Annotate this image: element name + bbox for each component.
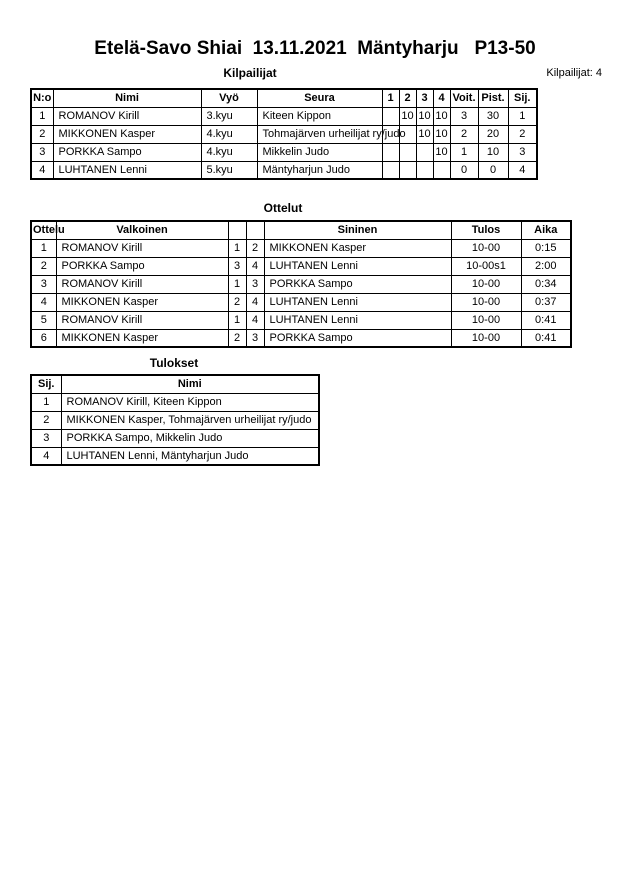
col-header-r3: 3 <box>416 89 433 107</box>
match-no: 1 <box>31 239 56 257</box>
competitor-place: 4 <box>508 161 537 179</box>
match-white-no: 2 <box>228 293 246 311</box>
competitor-belt: 3.kyu <box>201 107 257 125</box>
match-blue-no: 2 <box>246 239 264 257</box>
result-row <box>31 411 319 429</box>
col-header-wins: Voit. <box>450 89 478 107</box>
match-blue-no: 3 <box>246 275 264 293</box>
match-row <box>31 275 571 293</box>
col-header-white-no <box>228 221 246 239</box>
competitor-place: 2 <box>508 125 537 143</box>
match-blue-no: 4 <box>246 311 264 329</box>
match-result: 10-00 <box>451 311 521 329</box>
match-result: 10-00s1 <box>451 257 521 275</box>
result-name: PORKKA Sampo, Mikkelin Judo <box>61 429 319 447</box>
col-header-name: Nimi <box>61 375 319 393</box>
competitor-points: 0 <box>478 161 508 179</box>
match-blue-no: 4 <box>246 257 264 275</box>
col-header-r2: 2 <box>399 89 416 107</box>
match-time: 0:34 <box>521 275 571 293</box>
result-row <box>31 447 319 465</box>
competitor-wins: 1 <box>450 143 478 161</box>
matches-section-title: Ottelut <box>263 201 303 215</box>
competitor-no: 1 <box>31 107 53 125</box>
competitor-r3: 10 <box>416 125 433 143</box>
match-result: 10-00 <box>451 239 521 257</box>
col-header-result: Tulos <box>451 221 521 239</box>
competitor-r4: 10 <box>433 143 450 161</box>
result-name: ROMANOV Kirill, Kiteen Kippon <box>61 393 319 411</box>
match-result: 10-00 <box>451 275 521 293</box>
competitor-r3: 10 <box>416 107 433 125</box>
match-time: 0:41 <box>521 311 571 329</box>
competitor-no: 3 <box>31 143 53 161</box>
match-white-no: 2 <box>228 329 246 347</box>
competitor-club: Kiteen Kippon <box>257 107 382 125</box>
competitor-points: 30 <box>478 107 508 125</box>
competitor-club: Tohmajärven urheilijat ry/judo <box>257 125 382 143</box>
col-header-club: Seura <box>257 89 382 107</box>
col-header-r4: 4 <box>433 89 450 107</box>
match-white-no: 1 <box>228 311 246 329</box>
result-place: 2 <box>31 411 61 429</box>
competitor-r4: 10 <box>433 125 450 143</box>
result-name: LUHTANEN Lenni, Mäntyharjun Judo <box>61 447 319 465</box>
match-blue-no: 4 <box>246 293 264 311</box>
competitor-place: 1 <box>508 107 537 125</box>
competitor-place: 3 <box>508 143 537 161</box>
competitor-belt: 4.kyu <box>201 125 257 143</box>
match-result: 10-00 <box>451 293 521 311</box>
match-white: ROMANOV Kirill <box>56 311 228 329</box>
match-time: 0:37 <box>521 293 571 311</box>
col-header-match: Ottelu <box>31 221 56 239</box>
result-name: MIKKONEN Kasper, Tohmajärven urheilijat ry/judo <box>61 411 319 429</box>
competitor-r2: 10 <box>399 107 416 125</box>
competitors-section-title: Kilpailijat <box>223 66 277 80</box>
competitor-r1 <box>382 161 399 179</box>
match-white-no: 1 <box>228 275 246 293</box>
match-no: 3 <box>31 275 56 293</box>
competitor-no: 4 <box>31 161 53 179</box>
match-no: 6 <box>31 329 56 347</box>
competitor-points: 20 <box>478 125 508 143</box>
result-place: 4 <box>31 447 61 465</box>
competitor-wins: 0 <box>450 161 478 179</box>
competitor-r1 <box>382 107 399 125</box>
result-row <box>31 429 319 447</box>
match-blue: LUHTANEN Lenni <box>264 293 451 311</box>
match-result: 10-00 <box>451 329 521 347</box>
result-row <box>31 393 319 411</box>
competitor-row <box>31 161 537 179</box>
competitor-row <box>31 143 537 161</box>
match-no: 4 <box>31 293 56 311</box>
competitor-wins: 3 <box>450 107 478 125</box>
page-title: Etelä-Savo Shiai 13.11.2021 Mäntyharju P13-50 <box>94 38 536 59</box>
competitor-row <box>31 107 537 125</box>
match-white: ROMANOV Kirill <box>56 275 228 293</box>
competitor-club: Mikkelin Judo <box>257 143 382 161</box>
col-header-white: Valkoinen <box>56 221 228 239</box>
match-row <box>31 329 571 347</box>
match-blue: PORKKA Sampo <box>264 329 451 347</box>
competitor-name: LUHTANEN Lenni <box>53 161 201 179</box>
match-no: 5 <box>31 311 56 329</box>
competitor-belt: 5.kyu <box>201 161 257 179</box>
competitor-r3 <box>416 143 433 161</box>
match-white-no: 1 <box>228 239 246 257</box>
competitor-r2 <box>399 143 416 161</box>
competitor-r4: 10 <box>433 107 450 125</box>
match-blue: LUHTANEN Lenni <box>264 311 451 329</box>
competitor-belt: 4.kyu <box>201 143 257 161</box>
competitors-table <box>30 88 538 180</box>
col-header-blue: Sininen <box>264 221 451 239</box>
col-header-points: Pist. <box>478 89 508 107</box>
results-header-row <box>31 375 319 393</box>
match-row <box>31 293 571 311</box>
col-header-name: Nimi <box>53 89 201 107</box>
col-header-place: Sij. <box>508 89 537 107</box>
competitor-wins: 2 <box>450 125 478 143</box>
competitor-no: 2 <box>31 125 53 143</box>
match-white: MIKKONEN Kasper <box>56 293 228 311</box>
competitor-name: PORKKA Sampo <box>53 143 201 161</box>
competitor-r2 <box>399 161 416 179</box>
competitor-r1 <box>382 143 399 161</box>
competitors-header-row <box>31 89 537 107</box>
match-no: 2 <box>31 257 56 275</box>
competitor-points: 10 <box>478 143 508 161</box>
matches-header-row <box>31 221 571 239</box>
match-blue: MIKKONEN Kasper <box>264 239 451 257</box>
col-header-place: Sij. <box>31 375 61 393</box>
competitor-row <box>31 125 537 143</box>
competitors-count: Kilpailijat: 4 <box>546 67 602 79</box>
competitor-name: ROMANOV Kirill <box>53 107 201 125</box>
results-table <box>30 374 320 466</box>
match-blue: PORKKA Sampo <box>264 275 451 293</box>
match-white: MIKKONEN Kasper <box>56 329 228 347</box>
col-header-r1: 1 <box>382 89 399 107</box>
match-white-no: 3 <box>228 257 246 275</box>
col-header-blue-no <box>246 221 264 239</box>
match-blue: LUHTANEN Lenni <box>264 257 451 275</box>
matches-table <box>30 220 572 348</box>
match-row <box>31 239 571 257</box>
match-time: 0:15 <box>521 239 571 257</box>
col-header-time: Aika <box>521 221 571 239</box>
match-row <box>31 311 571 329</box>
match-time: 2:00 <box>521 257 571 275</box>
col-header-no: N:o <box>31 89 53 107</box>
result-place: 1 <box>31 393 61 411</box>
results-section-title: Tulokset <box>149 356 199 370</box>
competitor-club: Mäntyharjun Judo <box>257 161 382 179</box>
match-blue-no: 3 <box>246 329 264 347</box>
match-time: 0:41 <box>521 329 571 347</box>
competitor-name: MIKKONEN Kasper <box>53 125 201 143</box>
match-row <box>31 257 571 275</box>
result-place: 3 <box>31 429 61 447</box>
competitor-r3 <box>416 161 433 179</box>
col-header-belt: Vyö <box>201 89 257 107</box>
competitor-r4 <box>433 161 450 179</box>
match-white: PORKKA Sampo <box>56 257 228 275</box>
match-white: ROMANOV Kirill <box>56 239 228 257</box>
